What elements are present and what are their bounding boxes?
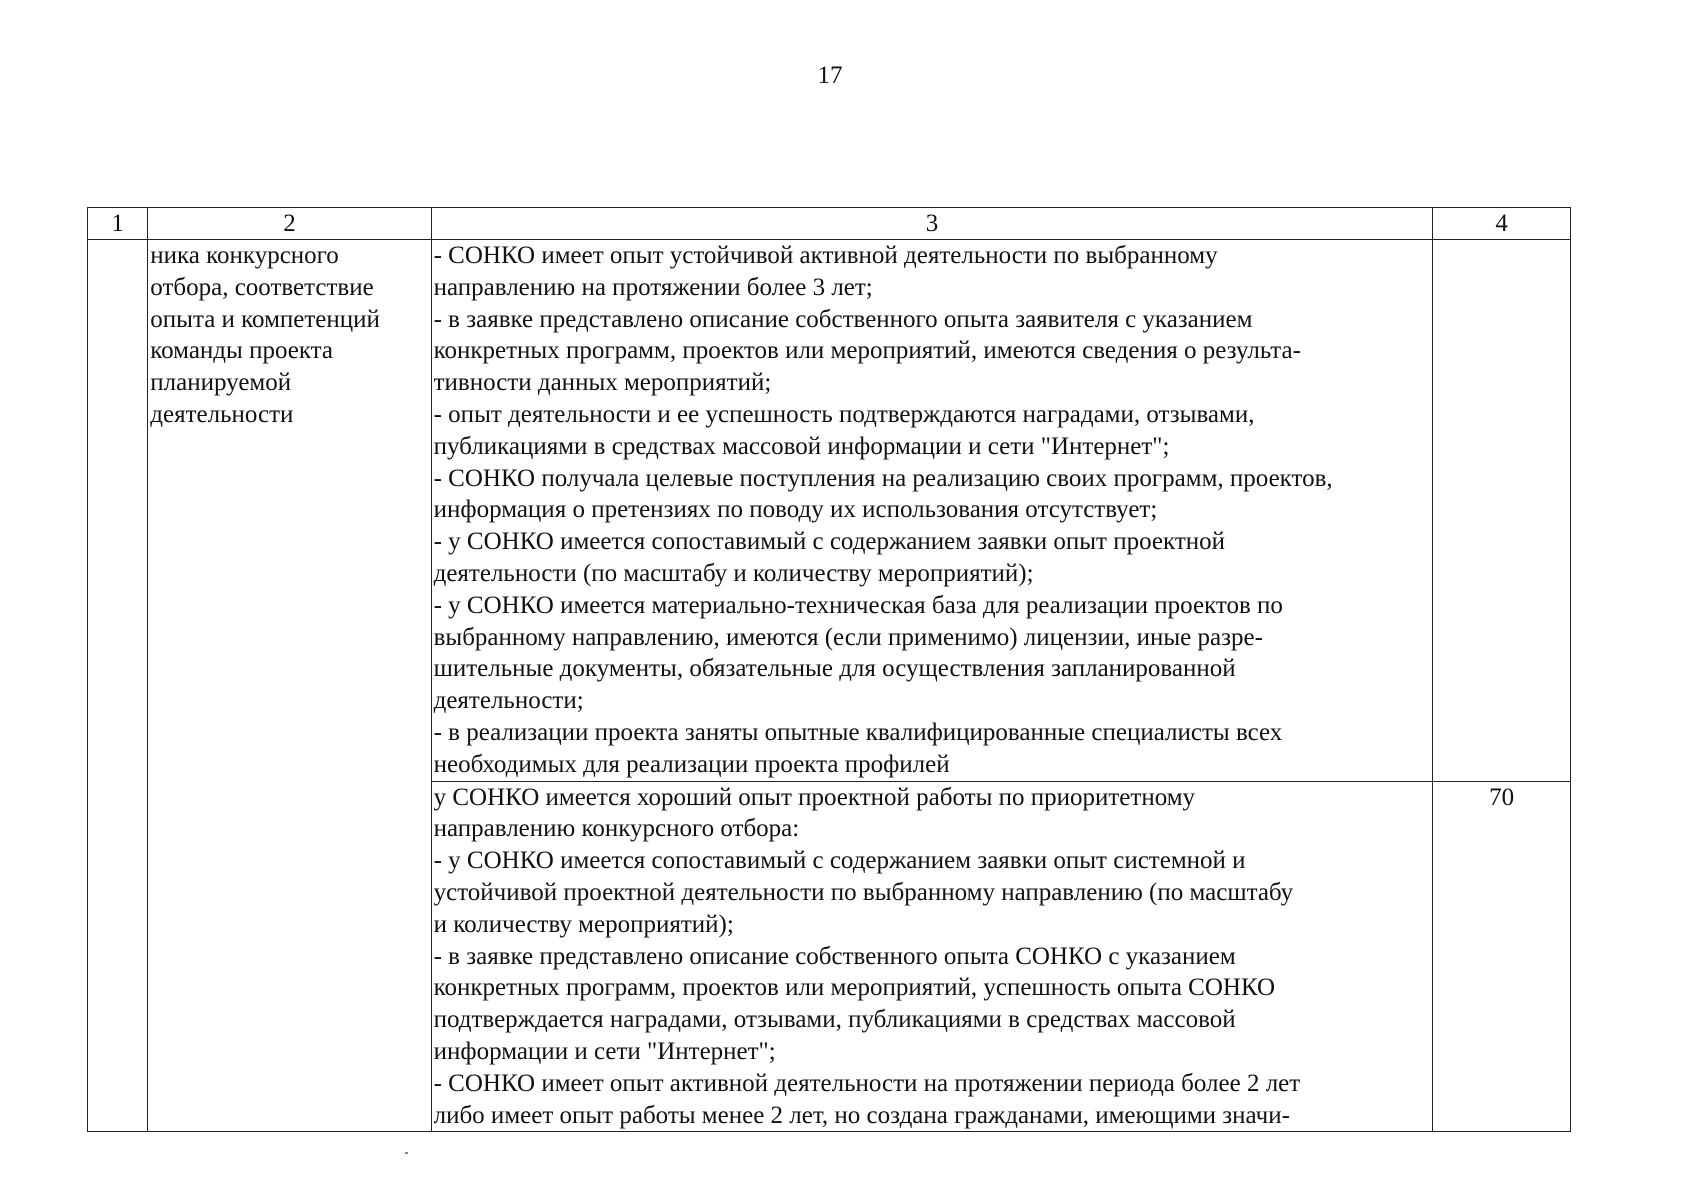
text-line: - СОНКО получала целевые поступления на реализацию своих программ, проектов,: [433, 464, 1333, 492]
text-line: информации и сети "Интернет";: [433, 1037, 776, 1065]
table-header-row: [88, 208, 1571, 240]
text-line: информация о претензиях по поводу их использования отсутствует;: [433, 496, 1158, 524]
criterion-cell: [148, 240, 431, 1132]
text-line: - в заявке представлено описание собственного опыта СОНКО с указанием: [433, 942, 1236, 970]
page-number: 17: [817, 62, 843, 89]
text-line: направлению конкурсного отбора:: [433, 815, 800, 843]
text-line: опыта и компетенций: [150, 305, 380, 333]
header-col-1: 1: [88, 208, 148, 240]
text-line: команды проекта: [150, 337, 333, 365]
text-line: конкретных программ, проектов или мероприятий, имеются сведения о результа-: [433, 337, 1301, 365]
text-line: ника конкурсного: [150, 242, 339, 269]
text-line: и количеству мероприятий);: [433, 910, 734, 938]
description-cell: [431, 781, 1433, 1132]
scan-speck: [405, 1152, 408, 1154]
text-line: необходимых для реализации проекта профилей: [433, 750, 950, 778]
text-line: планируемой: [150, 369, 292, 397]
text-line: деятельности: [150, 400, 294, 428]
score-cell: 70: [1433, 781, 1571, 1132]
text-line: конкретных программ, проектов или мероприятий, успешность опыта СОНКО: [433, 974, 1276, 1002]
text-line: - у СОНКО имеется материально-техническая база для реализации проектов по: [433, 591, 1283, 619]
text-line: подтверждается наградами, отзывами, публикациями в средствах массовой: [433, 1006, 1236, 1034]
row-number-cell: [88, 240, 148, 1132]
text-line: - опыт деятельности и ее успешность подтверждаются наградами, отзывами,: [433, 400, 1255, 428]
text-line: - у СОНКО имеется сопоставимый с содержанием заявки опыт проектной: [433, 528, 1226, 556]
text-line: - СОНКО имеет опыт устойчивой активной деятельности по выбранному: [433, 242, 1218, 269]
text-line: шительные документы, обязательные для осуществления запланированной: [433, 655, 1236, 683]
header-col-2: 2: [148, 208, 431, 240]
text-line: - у СОНКО имеется сопоставимый с содержанием заявки опыт системной и: [433, 847, 1246, 875]
text-line: отбора, соответствие: [150, 273, 374, 301]
text-line: выбранному направлению, имеются (если применимо) лицензии, иные разре-: [433, 623, 1263, 651]
header-col-4: 4: [1433, 208, 1571, 240]
score-cell: [1433, 240, 1571, 782]
text-line: публикациями в средствах массовой информации и сети "Интернет";: [433, 432, 1170, 460]
description-cell: [431, 240, 1433, 782]
table-row: [88, 240, 1571, 782]
text-line: - СОНКО имеет опыт активной деятельности на протяжении периода более 2 лет: [433, 1069, 1301, 1097]
header-col-3: 3: [431, 208, 1433, 240]
text-line: деятельности;: [433, 687, 584, 715]
text-line: у СОНКО имеется хороший опыт проектной работы по приоритетному: [433, 783, 1196, 811]
text-line: - в реализации проекта заняты опытные квалифицированные специалисты всех: [433, 718, 1283, 746]
criteria-table: [87, 207, 1571, 1132]
text-line: - в заявке представлено описание собственного опыта заявителя с указанием: [433, 305, 1253, 333]
text-line: направлению на протяжении более 3 лет;: [433, 273, 873, 301]
text-line: либо имеет опыт работы менее 2 лет, но создана гражданами, имеющими значи-: [433, 1101, 1290, 1129]
text-line: тивности данных мероприятий;: [433, 369, 772, 397]
text-line: устойчивой проектной деятельности по выбранному направлению (по масштабу: [433, 878, 1294, 906]
text-line: деятельности (по масштабу и количеству мероприятий);: [433, 559, 1034, 587]
